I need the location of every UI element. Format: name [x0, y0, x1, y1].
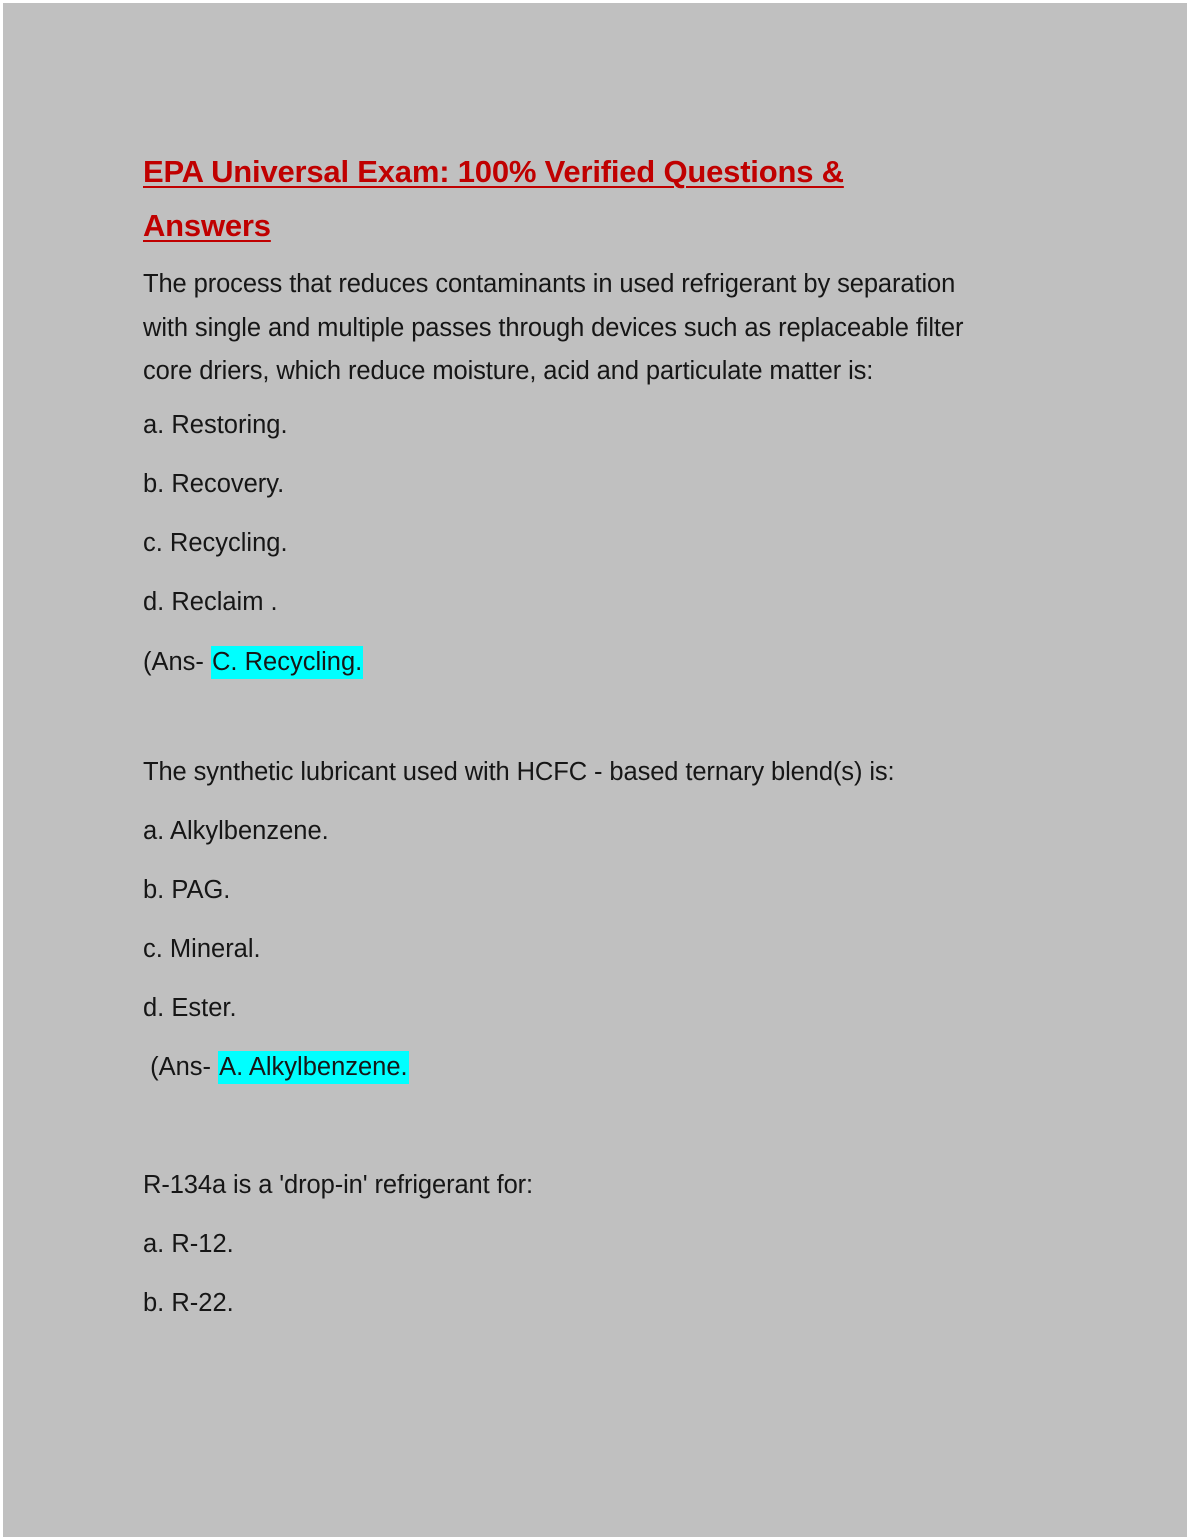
question-2-option-c: c. Mineral.	[143, 934, 261, 963]
question-2-text: The synthetic lubricant used with HCFC - based ternary blend(s) is:	[143, 757, 895, 786]
question-2-answer	[143, 1052, 1043, 1082]
question-3-option-b: b. R-22.	[143, 1288, 234, 1317]
document-content	[143, 145, 1043, 1318]
answer-highlight: A. Alkylbenzene.	[218, 1051, 409, 1084]
question-1-option-b: b. Recovery.	[143, 469, 285, 498]
question-1-option-c: c. Recycling.	[143, 528, 288, 557]
question-2-option-d: d. Ester.	[143, 993, 237, 1022]
document-page	[3, 3, 1187, 1537]
question-1-text: The process that reduces contaminants in used refrigerant by separation with single and multiple passes through devices such as replaceable filter core driers, which reduce moisture, acid and particulate matter is:	[143, 270, 964, 385]
question-2-option-b: b. PAG.	[143, 875, 231, 904]
title-line-1: EPA Universal Exam: 100% Verified Questions &	[143, 154, 844, 189]
question-3-option-a: a. R-12.	[143, 1229, 234, 1258]
question-1-answer	[143, 647, 1043, 677]
answer-prefix: (Ans-	[143, 1052, 219, 1081]
title-line-2: Answers	[143, 208, 271, 243]
question-1-option-a: a. Restoring.	[143, 410, 288, 439]
question-1-option-d: d. Reclaim .	[143, 587, 278, 616]
document-title	[143, 145, 1043, 253]
question-3-text: R-134a is a 'drop-in' refrigerant for:	[143, 1170, 534, 1199]
answer-highlight: C. Recycling.	[211, 646, 363, 679]
question-2-option-a: a. Alkylbenzene.	[143, 816, 329, 845]
answer-prefix: (Ans-	[143, 647, 212, 676]
